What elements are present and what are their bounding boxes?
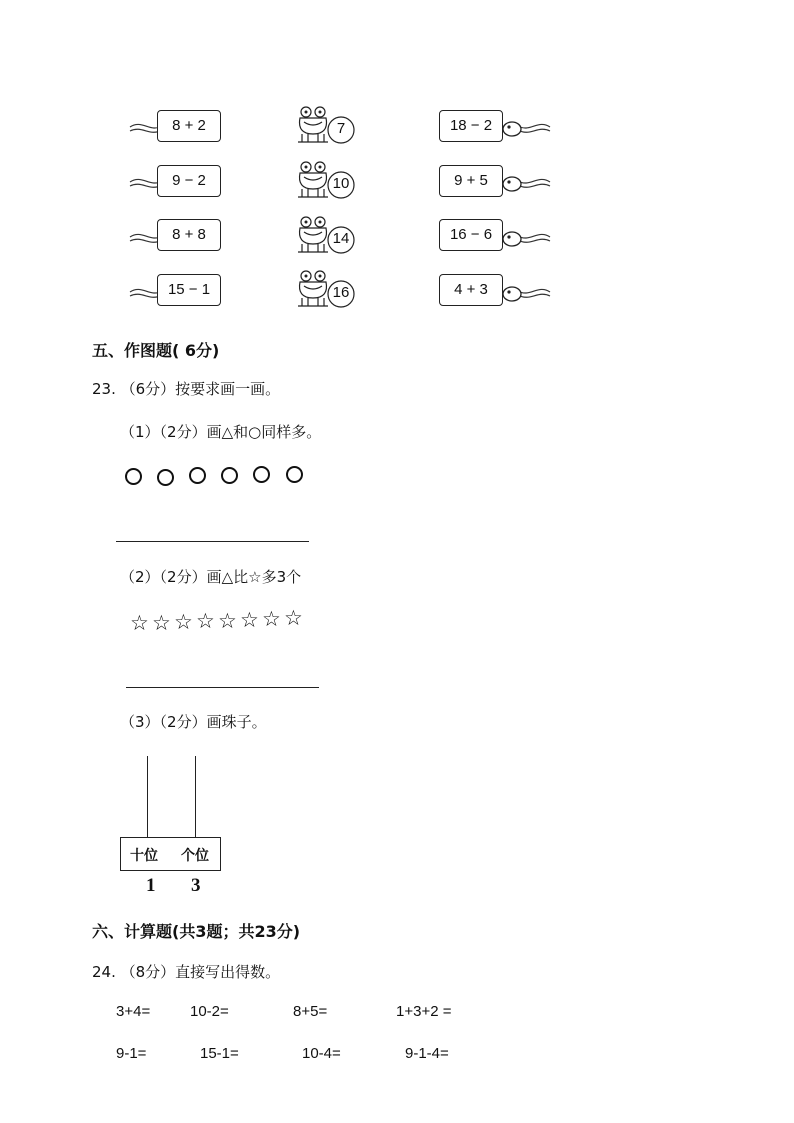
circle-shape [189, 467, 206, 484]
star-icon: ☆ [196, 609, 215, 633]
left-expression-box: 15 − 1 [157, 274, 221, 306]
question-23: 23. （6分）按要求画一画。 [92, 380, 281, 398]
part1-instruction: （1）（2分）画△和○同样多。 [120, 423, 322, 441]
calc-item: 1+3+2 = [396, 1003, 452, 1020]
star-icon: ☆ [130, 611, 149, 635]
calc-item: 9-1-4= [405, 1045, 449, 1062]
ones-digit: 3 [191, 875, 201, 896]
section5-heading: 五、作图题( 6分) [92, 341, 220, 360]
frog-number: 14 [332, 230, 350, 247]
tens-label: 十位 [130, 848, 158, 864]
star-icon: ☆ [218, 609, 237, 633]
ones-label: 个位 [181, 848, 209, 864]
ones-rod[interactable] [195, 756, 196, 838]
question-24: 24. （8分）直接写出得数。 [92, 963, 281, 981]
circle-shape [286, 466, 303, 483]
right-expression-box: 16 − 6 [439, 219, 503, 251]
circle-shape [253, 466, 270, 483]
frog-number: 16 [332, 284, 350, 301]
left-expression-box: 8 + 2 [157, 110, 221, 142]
calc-item: 9-1= [116, 1045, 147, 1062]
section6-heading: 六、计算题(共3题；共23分) [92, 922, 301, 941]
circle-shape [221, 467, 238, 484]
left-expression-box: 8 + 8 [157, 219, 221, 251]
star-icon: ☆ [284, 606, 303, 630]
calc-item: 3+4= [116, 1003, 151, 1020]
tadpole-icon [496, 170, 552, 196]
answer-line[interactable] [116, 541, 309, 542]
star-icon: ☆ [262, 607, 281, 631]
calc-item: 10-2= [190, 1003, 229, 1020]
part2-instruction: （2）（2分）画△比☆多3个 [120, 568, 302, 586]
calc-item: 10-4= [302, 1045, 341, 1062]
calc-item: 15-1= [200, 1045, 239, 1062]
calc-item: 8+5= [293, 1003, 328, 1020]
answer-line[interactable] [126, 687, 319, 688]
star-icon: ☆ [174, 610, 193, 634]
left-expression-box: 9 − 2 [157, 165, 221, 197]
star-icon: ☆ [152, 611, 171, 635]
star-icon: ☆ [240, 608, 259, 632]
circle-shape [157, 469, 174, 486]
circle-shape [125, 468, 142, 485]
tadpole-icon [496, 225, 552, 251]
frog-number: 7 [336, 120, 346, 137]
right-expression-box: 9 + 5 [439, 165, 503, 197]
part3-instruction: （3）（2分）画珠子。 [120, 713, 267, 731]
tens-digit: 1 [146, 875, 156, 896]
frog-number: 10 [332, 175, 350, 192]
tadpole-icon [496, 115, 552, 141]
tens-rod[interactable] [147, 756, 148, 838]
right-expression-box: 18 − 2 [439, 110, 503, 142]
tadpole-icon [496, 280, 552, 306]
right-expression-box: 4 + 3 [439, 274, 503, 306]
